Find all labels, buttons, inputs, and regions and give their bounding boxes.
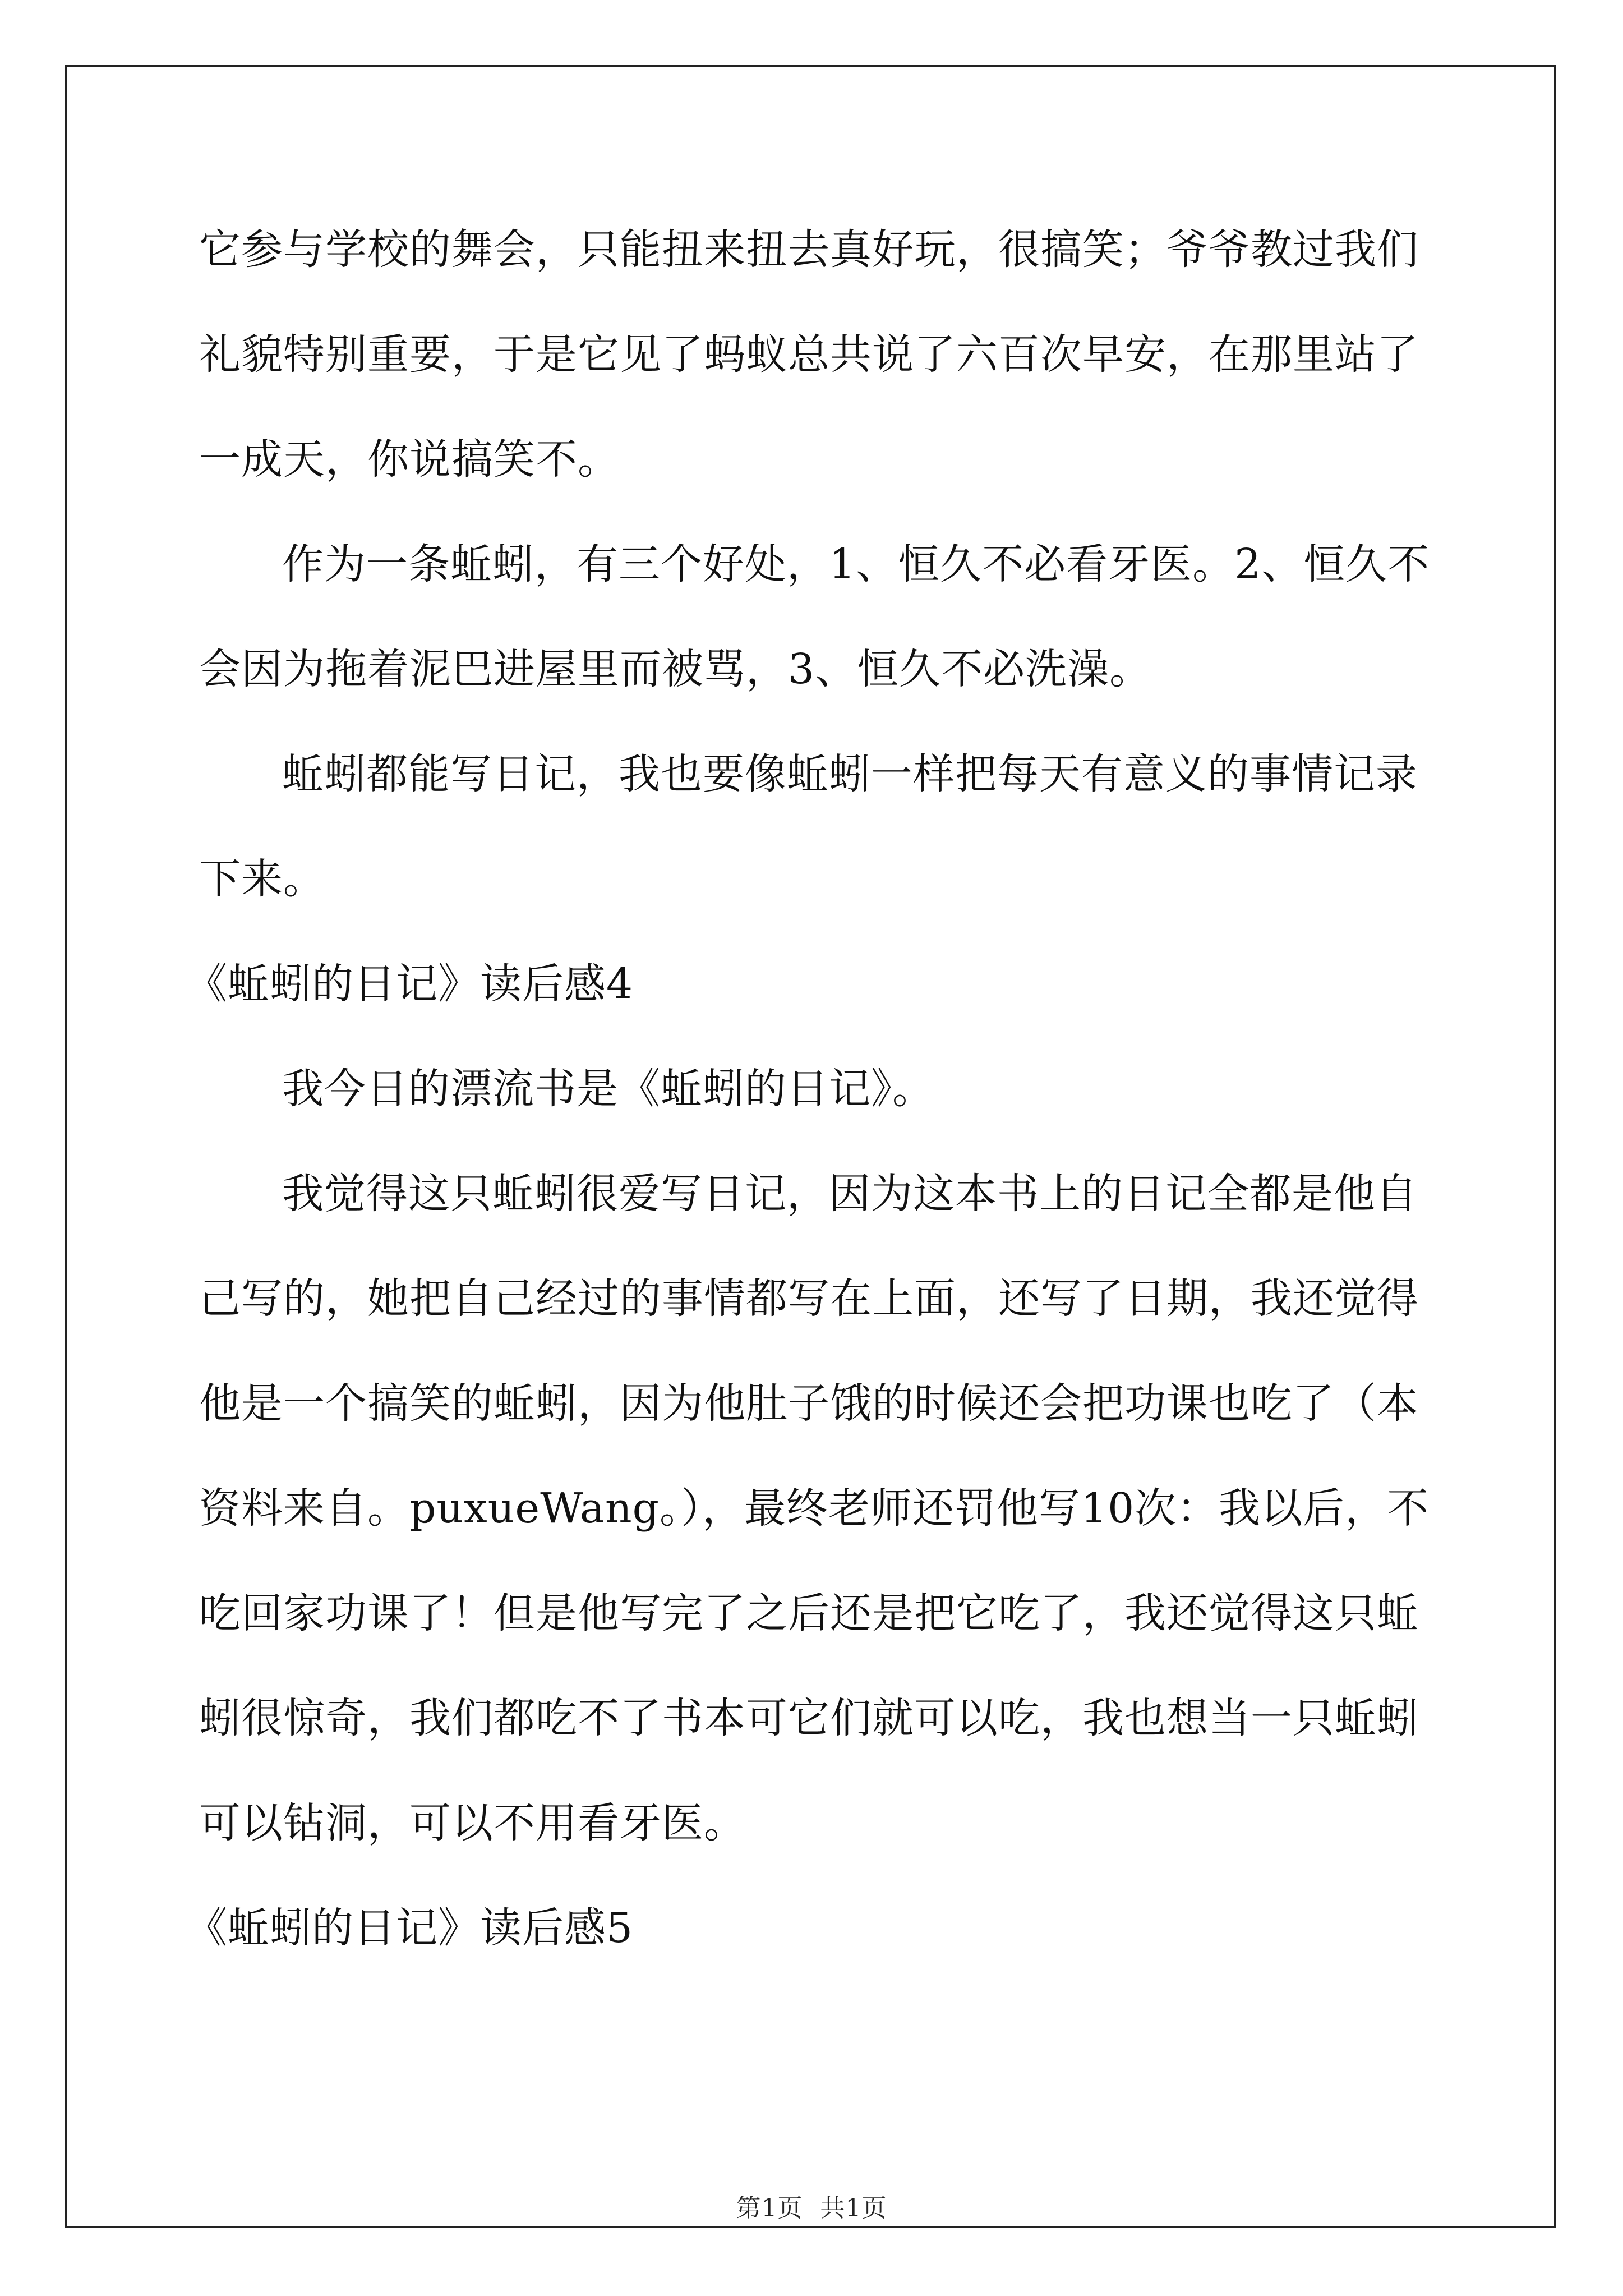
page-number-total: 共1页 — [820, 2194, 887, 2223]
paragraph-continuation: 它参与学校的舞会，只能扭来扭去真好玩，很搞笑；爷爷教过我们礼貌特别重要，于是它见了蚂蚁总共说了六百次早安，在那里站了一成天，你说搞笑不。 — [199, 226, 1419, 484]
section-heading-5: 《蚯蚓的日记》读后感5 — [186, 1904, 634, 1952]
section-heading-4: 《蚯蚓的日记》读后感4 — [186, 960, 634, 1008]
paragraph-benefits: 作为一条蚯蚓，有三个好处，1、恒久不必看牙医。2、恒久不会因为拖着泥巴进屋里而被骂，3、恒久不必洗澡。 — [199, 540, 1430, 693]
page-footer — [0, 2188, 1623, 2224]
paragraph-review-body: 我觉得这只蚯蚓很爱写日记，因为这本书上的日记全都是他自己写的，她把自己经过的事情都写在上面，还写了日期，我还觉得他是一个搞笑的蚯蚓，因为他肚子饿的时候还会把功课也吃了（本资料来自。puxueWang。），最终老师还罚他写10次：我以后，不吃回家功课了！但是他写完了之后还是把它吃了，我还觉得这只蚯蚓很惊奇，我们都吃不了书本可它们就可以吃，我也想当一只蚯蚓可以钻洞，可以不用看牙医。 — [199, 1170, 1430, 1847]
paragraph-diary-conclusion: 蚯蚓都能写日记，我也要像蚯蚓一样把每天有意义的事情记录下来。 — [199, 750, 1418, 903]
paragraph-drift-book: 我今日的漂流书是《蚯蚓的日记》。 — [282, 1065, 934, 1113]
document-body — [186, 197, 1433, 1981]
page-number-current: 第1页 — [736, 2194, 803, 2223]
